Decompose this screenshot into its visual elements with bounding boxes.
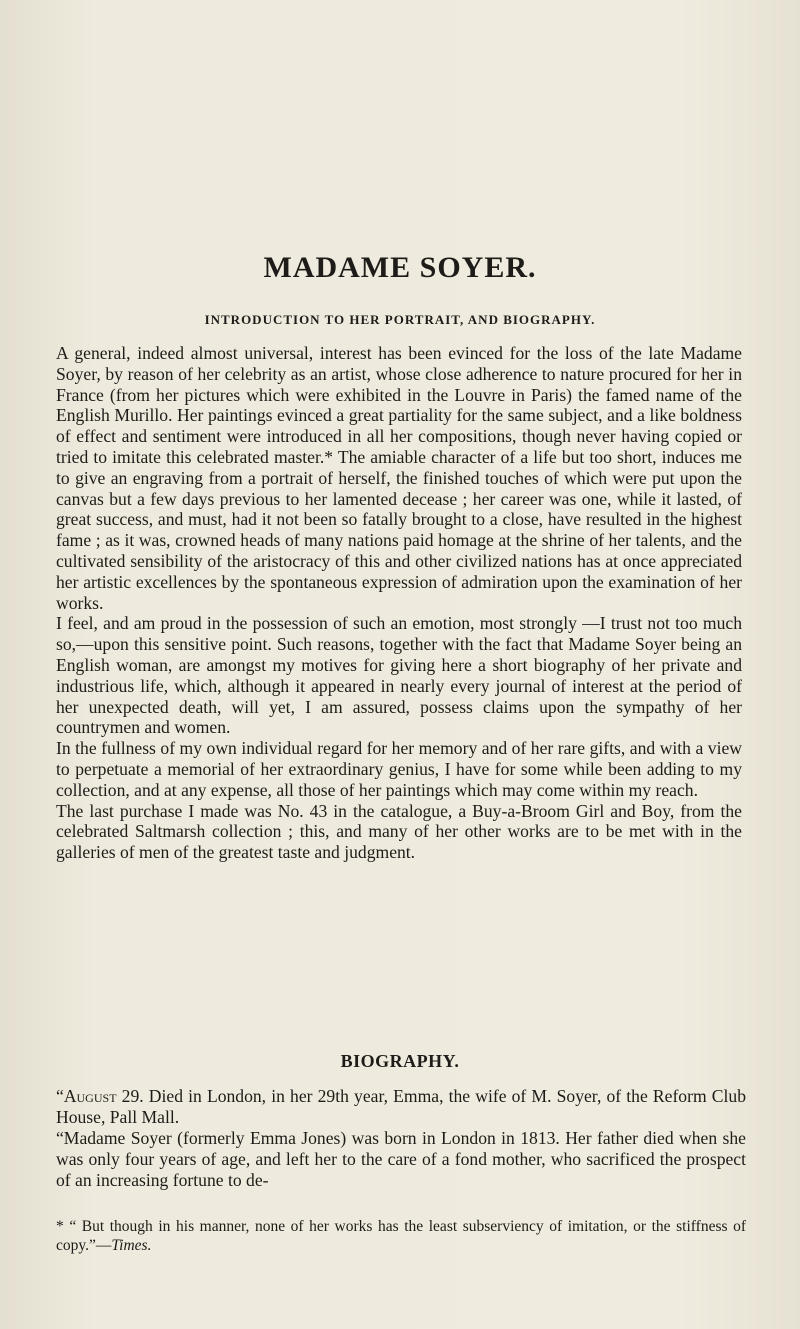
introduction-paragraph: A general, indeed almost universal, interest has been evinced for the loss of the late Madame Soyer, by reason of her celebrity as an artist, whose close adherence to nature procured for her in France (from her pictures which were exhibited in the Louvre in Paris) the famed name of the English Murillo. Her paintings evinced a great partiality for the same subject, and a like boldness of effect and sentiment were introduced in all her compositions, though never having copied or tried to imitate this celebrated master.* The amiable character of a life but too short, induces me to give an engraving from a portrait of herself, the finished touches of which were put upon the canvas but a few days previous to her lamented decease ; her career was one, while it lasted, of great success, and must, had it not been so fatally brought to a close, have resulted in the highest fame ; as it was, crowned heads of many nations paid homage at the shrine of her talents, and the cultivated sensibility of the aristocracy of this and other civilized nations has at once appreciated her artistic excellences by the spontaneous expression of admiration upon the examination of her works. — [56, 343, 742, 613]
footnote-source: Times. — [111, 1237, 152, 1254]
introduction-paragraph: The last purchase I made was No. 43 in the catalogue, a Buy-a-Broom Girl and Boy, from the celebrated Saltmarsh collection ; this, and many of her other works are to be met with in the galleries of men of the greatest taste and judgment. — [56, 800, 742, 863]
biography-text — [56, 1086, 746, 1191]
footnote-text: * “ But though in his manner, none of her works has the least subserviency of imitation, or the stiffness of copy.”— — [56, 1218, 746, 1254]
biography-entry-text: 29. Died in London, in her 29th year, Emma, the wife of M. Soyer, of the Reform Club House, Pall Mall. — [56, 1086, 746, 1127]
biography-heading: BIOGRAPHY. — [340, 1051, 460, 1071]
opening-quote: “ — [56, 1086, 64, 1106]
biography-entry — [56, 1086, 746, 1128]
footnote — [56, 1217, 746, 1255]
page-subtitle: INTRODUCTION TO HER PORTRAIT, AND BIOGRAPHY. — [204, 312, 596, 327]
biography-paragraph: “Madame Soyer (formerly Emma Jones) was born in London in 1813. Her father died when she was only four years of age, and left her to the care of a fond mother, who sacrificed the prospect of an increasing fortune to de- — [56, 1128, 746, 1190]
introduction-paragraph: I feel, and am proud in the possession of such an emotion, most strongly —I trust not too much so,—upon this sensitive point. Such reasons, together with the fact that Madame Soyer being an English woman, are amongst my motives for giving here a short biography of her private and industrious life, which, although it appeared in nearly every journal of interest at the period of her unexpected death, will yet, I am assured, possess claims upon the sympathy of her countrymen and women. — [56, 613, 742, 738]
biography-date-month: August — [63, 1086, 117, 1106]
introduction-paragraph: In the fullness of my own individual regard for her memory and of her rare gifts, and with a view to perpetuate a memorial of her extraordinary genius, I have for some while been adding to my collection, and at any expense, all those of her paintings which may come within my reach. — [56, 738, 742, 800]
introduction-text — [56, 343, 742, 863]
page-title: MADAME SOYER. — [263, 251, 537, 284]
